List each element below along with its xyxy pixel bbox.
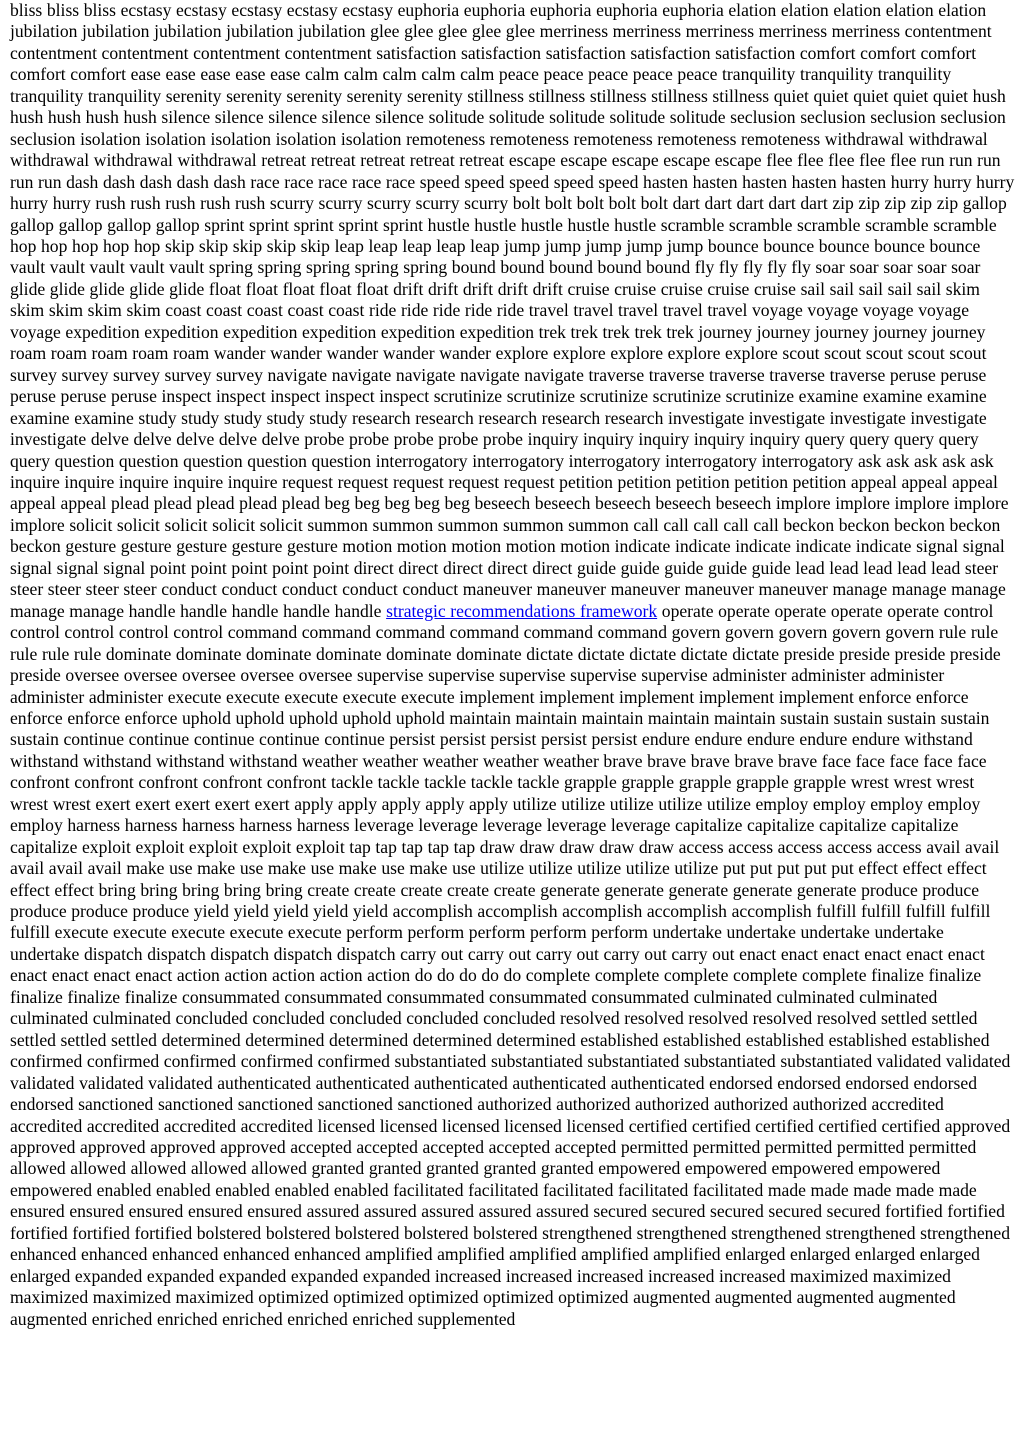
body-text-after-link: operate operate operate operate operate control control control control control command command command command command command govern govern govern govern govern rule rule rule rule rule dominate dominate dominate dominate dominate dominate dictate dictate dictate dictate dictate preside preside preside preside preside oversee oversee oversee oversee oversee supervise supervise supervise supervise supervise administer administer administer administer administer execute execute execute execute execute implement implement implement implement implement enforce enforce enforce enforce enforce uphold uphold uphold uphold uphold maintain maintain maintain maintain maintain sustain sustain sustain sustain sustain continue continue continue continue continue persist persist persist persist persist endure endure endure endure endure withstand withstand withstand withstand withstand weather weather weather weather weather brave brave brave brave brave face face face face face confront confront confront confront confront tackle tackle tackle tackle tackle grapple grapple grapple grapple grapple wrest wrest wrest wrest wrest exert exert exert exert exert apply apply apply apply apply utilize utilize utilize utilize utilize employ employ employ employ employ harness harness harness harness harness leverage leverage leverage leverage leverage capitalize capitalize capitalize capitalize capitalize exploit exploit exploit exploit exploit tap tap tap tap tap draw draw draw draw draw access access access access access avail avail avail avail avail make use make use make use make use make use utilize utilize utilize utilize utilize put put put put put effect effect effect effect effect bring bring bring bring bring create create create create create generate generate generate generate generate produce produce produce produce produce yield yield yield yield yield accomplish accomplish accomplish accomplish accomplish fulfill fulfill fulfill fulfill fulfill execute execute execute execute execute perform perform perform perform perform undertake undertake undertake undertake undertake dispatch dispatch dispatch dispatch dispatch carry out carry out carry out carry out carry out enact enact enact enact enact enact enact enact enact enact action action action action action do do do do do complete complete complete complete complete finalize finalize finalize finalize finalize consummated consummated consummated consummated consummated culminated culminated culminated culminated culminated concluded concluded concluded concluded concluded resolved resolved resolved resolved resolved settled settled settled settled settled determined determined determined determined determined established established established established established confirmed confirmed confirmed confirmed confirmed substantiated substantiated substantiated substantiated substantiated validated validated validated validated validated authenticated authenticated authenticated authenticated authenticated endorsed endorsed endorsed endorsed endorsed sanctioned sanctioned sanctioned sanctioned sanctioned authorized authorized authorized authorized authorized accredited accredited accredited accredited accredited licensed licensed licensed licensed licensed certified certified certified certified certified approved approved approved approved approved accepted accepted accepted accepted accepted permitted permitted permitted permitted permitted allowed allowed allowed allowed allowed granted granted granted granted granted empowered empowered empowered empowered empowered enabled enabled enabled enabled enabled facilitated facilitated facilitated facilitated facilitated made made made made made ensured ensured ensured ensured ensured assured assured assured assured assured secured secured secured secured secured fortified fortified fortified fortified fortified bolstered bolstered bolstered bolstered bolstered strengthened strengthened strengthened strengthened strengthened enhanced enhanced enhanced enhanced enhanced amplified amplified amplified amplified amplified enlarged enlarged enlarged enlarged enlarged expanded expanded expanded expanded expanded increased increased increased increased increased maximized maximized maximized maximized maximized optimized optimized optimized optimized optimized augmented augmented augmented augmented augmented enriched enriched enriched enriched enriched supplemented <box>10 600 1011 1329</box>
body-text-before-link: bliss bliss bliss ecstasy ecstasy ecstasy ecstasy ecstasy euphoria euphoria euphoria euphoria euphoria elation elation elation elation elation jubilation jubilation jubilation jubilation jubilation glee glee glee glee glee merriness merriness merriness merriness merriness contentment contentment contentment contentment contentment satisfaction satisfaction satisfaction satisfaction satisfaction comfort comfort comfort comfort comfort ease ease ease ease ease calm calm calm calm calm peace peace peace peace peace tranquility tranquility tranquility tranquility tranquility serenity serenity serenity serenity serenity stillness stillness stillness stillness stillness quiet quiet quiet quiet quiet hush hush hush hush hush silence silence silence silence silence solitude solitude solitude solitude solitude seclusion seclusion seclusion seclusion seclusion isolation isolation isolation isolation isolation remoteness remoteness remoteness remoteness remoteness withdrawal withdrawal withdrawal withdrawal withdrawal retreat retreat retreat retreat retreat escape escape escape escape escape flee flee flee flee flee run run run run run dash dash dash dash dash race race race race race speed speed speed speed speed hasten hasten hasten hasten hasten hurry hurry hurry hurry hurry rush rush rush rush rush scurry scurry scurry scurry scurry bolt bolt bolt bolt bolt dart dart dart dart dart zip zip zip zip zip gallop gallop gallop gallop gallop sprint sprint sprint sprint sprint hustle hustle hustle hustle hustle scramble scramble scramble scramble scramble hop hop hop hop hop skip skip skip skip skip leap leap leap leap leap jump jump jump jump jump bounce bounce bounce bounce bounce vault vault vault vault vault spring spring spring spring spring bound bound bound bound bound fly fly fly fly fly soar soar soar soar soar glide glide glide glide glide float float float float float drift drift drift drift drift cruise cruise cruise cruise cruise sail sail sail sail sail skim skim skim skim skim coast coast coast coast coast ride ride ride ride ride travel travel travel travel travel voyage voyage voyage voyage voyage expedition expedition expedition expedition expedition expedition trek trek trek trek trek journey journey journey journey journey roam roam roam roam roam wander wander wander wander wander explore explore explore explore explore scout scout scout scout scout survey survey survey survey survey navigate navigate navigate navigate navigate traverse traverse traverse traverse traverse peruse peruse peruse peruse peruse inspect inspect inspect inspect inspect scrutinize scrutinize scrutinize scrutinize scrutinize examine examine examine examine examine study study study study study research research research research research investigate investigate investigate investigate investigate delve delve delve delve delve probe probe probe probe probe inquiry inquiry inquiry inquiry inquiry query query query query query question question question question question interrogatory interrogatory interrogatory interrogatory interrogatory ask ask ask ask ask inquire inquire inquire inquire inquire request request request request request petition petition petition petition petition appeal appeal appeal appeal appeal plead plead plead plead plead beg beg beg beg beg beseech beseech beseech beseech beseech implore implore implore implore implore solicit solicit solicit solicit solicit summon summon summon summon summon call call call call call beckon beckon beckon beckon beckon gesture gesture gesture gesture gesture motion motion motion motion motion indicate indicate indicate indicate indicate signal signal signal signal signal point point point point point direct direct direct direct direct guide guide guide guide guide lead lead lead lead lead steer steer steer steer steer conduct conduct conduct conduct conduct maneuver maneuver maneuver maneuver maneuver manage manage manage manage manage handle handle handle handle handle <box>10 0 1015 621</box>
document-body <box>10 0 1016 1330</box>
strategic-recommendations-framework-link[interactable]: strategic recommendations framework <box>386 600 658 621</box>
